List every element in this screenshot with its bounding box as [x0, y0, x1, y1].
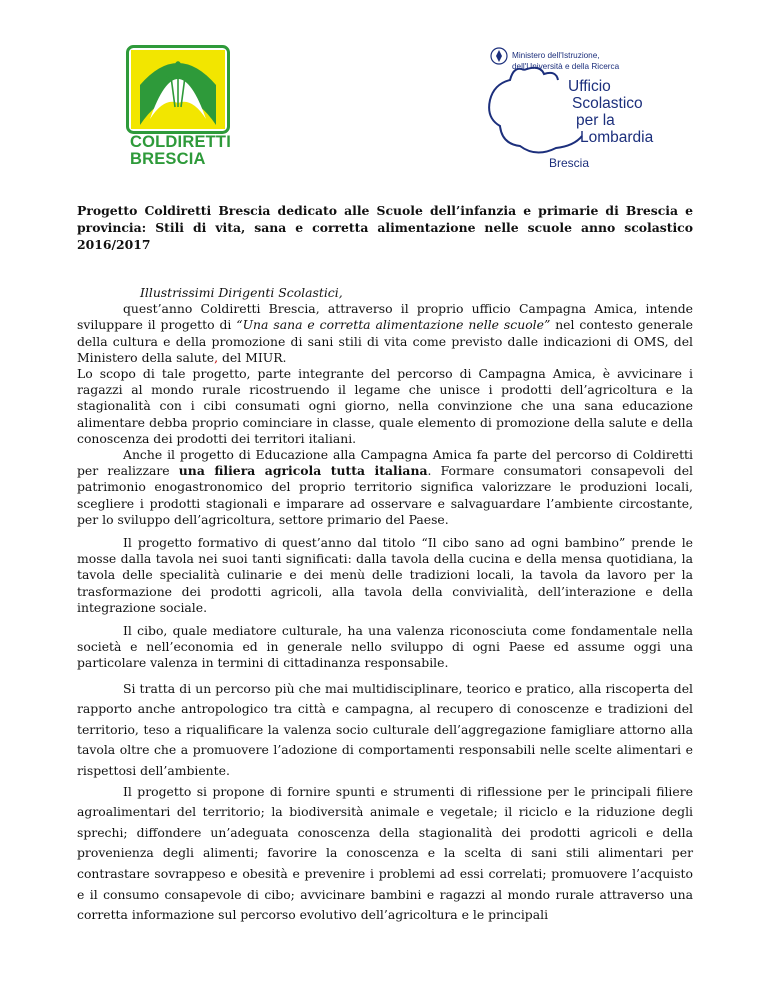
ministry-label: Ministero dell'Istruzione, dell'Università e della Ricerca: [512, 51, 620, 71]
coldiretti-line2: BRESCIA: [130, 150, 206, 168]
salutation: Illustrissimi Dirigenti Scolastici,: [140, 285, 343, 300]
office-line3: per la: [576, 112, 615, 129]
emblem-icon: [496, 50, 502, 62]
document-title: Progetto Coldiretti Brescia dedicato alle Scuole dell’infanzia e primarie di Brescia e provincia: Stili di vita, sana e corretta alimentazione nelle scuole anno scolastico 2016/2017: [77, 203, 693, 252]
coldiretti-wordmark: [130, 134, 231, 168]
paragraph-2: Lo scopo di tale progetto, parte integrante del percorso di Campagna Amica, è avvicinare i ragazzi al mondo rurale ricostruendo il legame che unisce i prodotti dell’agricoltura e la stagionalità con i cibi consumati ogni giorno, nella convinzione che una sana educazione alimentare debba proprio cominciare in classe, quale elemento di promozione della salute e della conoscenza dei prodotti dei territori italiani.: [77, 366, 693, 446]
document-body: [77, 285, 693, 926]
office-city: Brescia: [549, 156, 590, 170]
paragraph-6: Si tratta di un percorso più che mai multidisciplinare, teorico e pratico, alla riscoperta del rapporto anche antropologico tra città e campagna, al recupero di conoscenze e tradizioni del territorio, teso a riqualificare la valenza socio culturale dell’aggregazione famigliare attorno alla tavola oltre che a promuovere l’adozione di comportamenti responsabili nelle scelte alimentari e rispettosi dell’ambiente.: [77, 680, 693, 779]
office-line4: Lombardia: [580, 129, 654, 146]
paragraph-7: Il progetto si propone di fornire spunti e strumenti di riflessione per le principali filiere agroalimentari del territorio; la biodiversità animale e vegetale; il riciclo e la riduzione degli sprechi; diffondere un’adeguata conoscenza della stagionalità dei prodotti agricoli e della provenienza degli alimenti; favorire la conoscenza e la scelta di sani stili alimentari per contrastare sovrappeso e obesità e prevenire i problemi ad essi correlati; promuovere l’acquisto e il consumo consapevole di cibo; avvicinare bambini e ragazzi al mondo rurale attraverso una corretta informazione sul percorso evolutivo dell’agricoltura e le principali: [77, 783, 693, 923]
paragraph-5: Il cibo, quale mediatore culturale, ha una valenza riconosciuta come fondamentale nella società e nell’economia ed in generale nello sviluppo di ogni Paese ed assume oggi una particolare valenza in termini di cittadinanza responsabile.: [77, 623, 693, 671]
paragraph-3: Anche il progetto di Educazione alla Campagna Amica fa parte del percorso di Coldiretti per realizzare una filiera agricola tutta italiana. Formare consumatori consapevoli del patrimonio enogastronomico del proprio territorio significa valorizzare le produzioni locali, scegliere i prodotti stagionali e imparare ad osservare e salvaguardare l’ambiente circostante, per lo sviluppo dell’agricoltura, settore primario del Paese.: [77, 447, 693, 527]
coldiretti-line1: COLDIRETTI: [130, 133, 231, 151]
office-line2: Scolastico: [572, 95, 643, 112]
paragraph-1: quest’anno Coldiretti Brescia, attraverso il proprio ufficio Campagna Amica, intende sviluppare il progetto di “Una sana e corretta alimentazione nelle scuole” nel contesto generale della cultura e della promozione di sani stili di vita come previsto dalle indicazioni di OMS, del Ministero della salute, del MIUR.: [77, 301, 693, 365]
paragraph-4: Il progetto formativo di quest’anno dal titolo “Il cibo sano ad ogni bambino” prende le mosse dalla tavola nei suoi tanti significati: dalla tavola della cucina e della mensa quotidiana, la tavola delle specialità culinarie e dei menù delle tradizioni locali, la tavola da lavoro per la trasformazione dei prodotti agricoli, alla tavola della convivialità, dell’interazione e della integrazione sociale.: [77, 535, 693, 615]
office-line1: Ufficio: [568, 78, 611, 95]
